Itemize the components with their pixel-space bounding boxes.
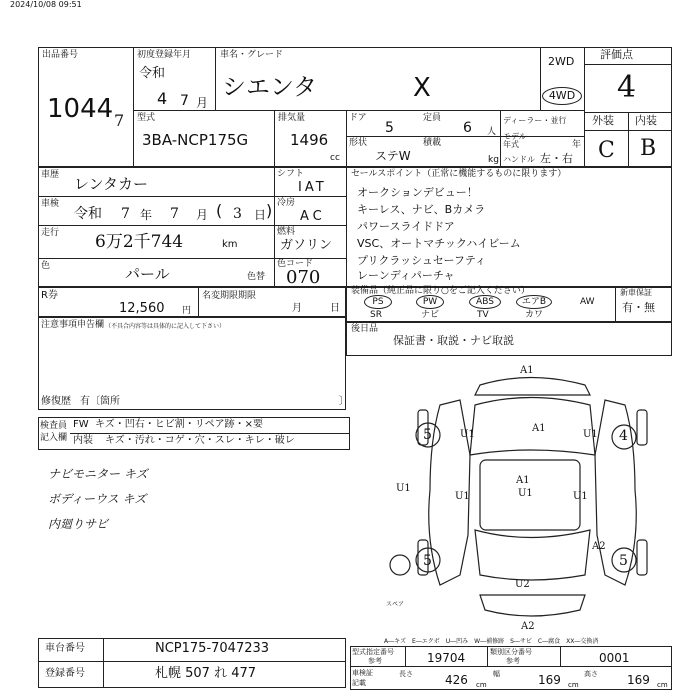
equipment-ps: PS <box>364 295 392 309</box>
model-year-label2: 年式 <box>503 140 519 149</box>
width-label: 幅 <box>493 670 500 678</box>
mark-u2-trunk: U2 <box>515 579 530 590</box>
recycle-unit: 円 <box>182 306 192 316</box>
mark-u1-right-front: U1 <box>583 429 598 440</box>
score-value: 4 <box>617 70 637 105</box>
dealer-label: ディーラー・並行 <box>503 116 567 125</box>
color-label: 色 <box>41 261 51 271</box>
handle-label: ハンドル <box>503 155 535 164</box>
car-name: シエンタ <box>222 73 318 101</box>
type-cert-sub: 参考 <box>368 657 382 665</box>
displacement-unit: cc <box>330 153 340 163</box>
mark-u1-roof: U1 <box>518 488 533 499</box>
tire-front-right: 4 <box>619 428 628 444</box>
sales-point-4: VSC、オートマチックハイビーム <box>357 237 521 250</box>
inspector-row1-key: FW <box>73 419 89 430</box>
fuel-label: 燃料 <box>277 227 296 237</box>
type-cert-label: 型式指定番号 <box>352 648 394 656</box>
fuel-value: ガソリン <box>280 238 333 253</box>
equipment-pw: PW <box>416 295 444 309</box>
type-cert-value: 19704 <box>427 651 466 665</box>
height-label: 高さ <box>584 670 598 678</box>
inspection-era: 令和 <box>74 206 102 222</box>
height-value: 169 <box>627 673 650 687</box>
load-label: 積載 <box>423 138 442 148</box>
interior-value: B <box>640 136 657 161</box>
history-value: レンタカー <box>74 175 149 193</box>
inspector-row2-key: 内装 <box>73 435 93 446</box>
handwritten-note-2: ボディーウス キズ <box>48 492 147 506</box>
lot-number: 1044 <box>47 94 114 124</box>
repair-value: 有〔箇所 <box>80 396 120 407</box>
diagram-legend: A―キズ E―エクボ U―凹み W―補修跡 S―サビ C―腐食 XX―交換済 <box>384 638 599 645</box>
dimensions-label1: 車検証 <box>352 669 373 677</box>
class-code-value: 0001 <box>599 651 630 665</box>
exterior-value: C <box>598 138 615 163</box>
sales-point-6: レーンディパーチャ <box>357 269 455 282</box>
model-label: 型式 <box>137 113 156 123</box>
length-unit: cm <box>476 681 487 689</box>
mileage-label: 走行 <box>41 228 60 238</box>
repair-close: 〕 <box>339 396 349 407</box>
length-label: 長さ <box>399 670 413 678</box>
chassis-label: 車台番号 <box>45 643 85 654</box>
equipment-tv: TV <box>477 310 489 320</box>
warranty-value: 有・無 <box>622 301 655 314</box>
mark-a2-rear: A2 <box>521 621 535 632</box>
equipment-airbag: エアB <box>516 295 552 309</box>
equipment-navi: ナビ <box>421 310 440 320</box>
plate-label: 登録番号 <box>45 668 85 679</box>
load-unit: kg <box>488 155 499 165</box>
drive-2wd: 2WD <box>548 55 575 68</box>
car-name-label: 車名・グレード <box>220 50 284 60</box>
handwritten-note-1: ナビモニター キズ <box>48 467 148 481</box>
tire-rear-right: 5 <box>619 553 628 569</box>
lot-suffix: 7 <box>114 111 125 130</box>
displacement-label: 排気量 <box>278 113 306 123</box>
due-day: 日 <box>330 303 340 314</box>
color-code-value: 070 <box>286 267 321 288</box>
length-value: 426 <box>445 673 468 687</box>
class-code-sub: 参考 <box>506 657 520 665</box>
dimensions-label2: 記載 <box>352 679 366 687</box>
shift-value: IAT <box>298 180 327 195</box>
displacement-value: 1496 <box>290 131 329 149</box>
inspector-label2: 記入欄 <box>40 433 68 443</box>
aircon-value: AC <box>300 209 326 224</box>
tire-front-left: 5 <box>423 427 432 443</box>
aircon-label: 冷房 <box>277 198 296 208</box>
shift-label: シフト <box>277 169 305 179</box>
tire-rear-left: 5 <box>423 553 432 569</box>
car-grade: X <box>413 73 431 103</box>
exterior-label: 外装 <box>592 114 614 127</box>
spare-label: スペア <box>386 601 405 608</box>
inspection-day: 3 <box>233 206 242 222</box>
inspection-year: 7 <box>121 206 130 222</box>
registration-month: 7 <box>180 93 189 109</box>
mark-a1-hood: A1 <box>532 423 546 434</box>
color-code-title: 色コード <box>277 259 314 269</box>
inspector-label1: 検査員 <box>40 421 68 431</box>
mark-a1-front: A1 <box>520 365 534 376</box>
width-value: 169 <box>538 673 561 687</box>
due-month: 月 <box>292 303 302 314</box>
registration-era: 令和 <box>139 66 166 81</box>
chassis-value: NCP175-7047233 <box>155 641 270 656</box>
registration-month-unit: 月 <box>196 96 209 110</box>
timestamp: 2024/10/08 09:51 <box>10 0 82 9</box>
class-code-label: 類別区分番号 <box>490 648 532 656</box>
model-value: 3BA-NCP175G <box>142 131 249 149</box>
mark-a2-right-rear: A2 <box>592 541 606 552</box>
after-items-value: 保証書・取説・ナビ取説 <box>393 334 514 347</box>
registration-year: 4 <box>157 89 168 108</box>
sales-point-1: オークションデビュー！ <box>357 186 478 199</box>
mark-u1-right-door: U1 <box>573 491 588 502</box>
mark-u1-left-door: U1 <box>455 491 470 502</box>
drive-4wd: 4WD <box>542 87 582 105</box>
registration-label: 初度登録年月 <box>137 50 192 60</box>
after-items-label: 後日品 <box>351 324 379 334</box>
shape-value: ステW <box>375 149 411 163</box>
height-unit: cm <box>657 681 668 689</box>
handle-value: 左・右 <box>540 152 573 165</box>
color-code-label: 色替 <box>247 272 266 282</box>
due-label: 名変期限期限 <box>202 291 257 301</box>
notes-sub: （不具合内容等は具体的に記入して下さい） <box>105 323 226 330</box>
capacity-label: 定員 <box>423 113 442 123</box>
inspection-year-unit: 年 <box>140 208 153 222</box>
width-unit: cm <box>568 681 579 689</box>
inspector-row1: キズ・凹右・ヒビ割・リペア跡・×要 <box>95 419 263 430</box>
inspection-month: 7 <box>170 206 179 222</box>
model-year-unit: 年 <box>572 140 582 150</box>
equipment-abs: ABS <box>469 295 501 309</box>
recycle-label: R券 <box>41 290 58 301</box>
sales-point-5: プリクラッシュセーフティ <box>357 254 487 267</box>
notes-label: 注意事項申告欄 <box>41 320 105 330</box>
model-year-label1: モデル <box>503 132 527 141</box>
doors-label: ドア <box>349 113 367 123</box>
interior-label: 内装 <box>635 114 657 127</box>
equipment-aw: AW <box>580 297 595 307</box>
mark-u1-left-side: U1 <box>396 483 411 494</box>
inspection-day-unit: 日 <box>254 208 267 222</box>
capacity-value: 6 <box>463 120 472 136</box>
inspector-row2: キズ・汚れ・コゲ・穴・スレ・キレ・破レ <box>105 435 295 446</box>
equipment-sr: SR <box>370 310 382 320</box>
recycle-value: 12,560 <box>119 301 165 316</box>
inspection-label: 車検 <box>41 199 60 209</box>
plate-value: 札幌 507 れ 477 <box>155 666 257 681</box>
color-value: パール <box>125 265 170 283</box>
capacity-unit: 人 <box>487 127 497 137</box>
handwritten-note-3: 内廻りサビ <box>48 517 109 531</box>
shape-label: 形状 <box>349 138 368 148</box>
mark-a1-roof: A1 <box>516 475 530 486</box>
mileage-value: 6万2千744 <box>95 232 184 252</box>
car-damage-diagram <box>380 360 672 645</box>
sales-points-label: セールスポイント（正常に機能するものに限ります） <box>351 169 567 179</box>
sales-point-2: キーレス、ナビ、Bカメラ <box>357 203 486 216</box>
inspection-month-unit: 月 <box>196 208 209 222</box>
history-label: 車歴 <box>41 170 60 180</box>
mileage-unit: km <box>222 239 238 250</box>
sales-point-3: パワースライドドア <box>357 220 455 233</box>
repair-label: 修復歴 <box>41 396 71 407</box>
lot-label: 出品番号 <box>42 50 79 60</box>
equipment-label: 装備品（純正品に限り○をご記入ください） <box>351 286 530 296</box>
doors-value: 5 <box>385 120 394 136</box>
score-label: 評価点 <box>600 48 633 61</box>
equipment-leather: カワ <box>525 310 544 320</box>
warranty-label: 新車保証 <box>620 288 652 297</box>
mark-u1-left-front: U1 <box>460 429 475 440</box>
